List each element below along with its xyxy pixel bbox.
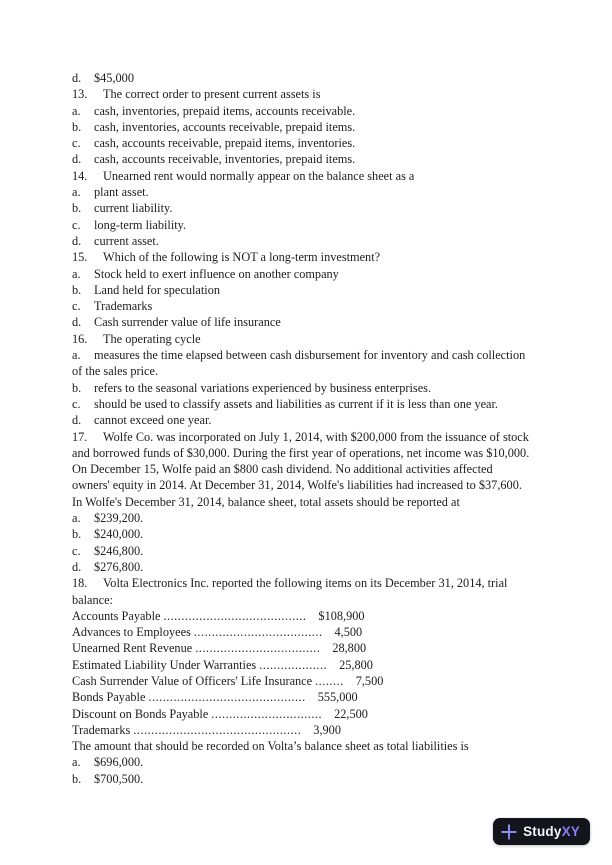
paragraph-line (72, 477, 552, 493)
dot-leader: ........................................ (163, 608, 307, 623)
option-text: cash, accounts receivable, inventories, prepaid items. (94, 152, 356, 167)
question-text: Wolfe Co. was incorporated on July 1, 2014, with $200,000 from the issuance of stock (103, 429, 529, 444)
question-line (72, 249, 552, 265)
question-line (72, 331, 552, 347)
question-number: 18. (72, 576, 88, 591)
option-letter: a. (72, 348, 81, 363)
trial-balance-line (72, 722, 552, 738)
option-letter: b. (72, 119, 82, 134)
plus-icon (501, 824, 517, 840)
option-text: plant asset. (94, 185, 149, 200)
trial-balance-amount: 25,800 (339, 657, 373, 672)
answer-option-line (72, 298, 552, 314)
trial-balance-amount: 3,900 (313, 722, 341, 737)
dot-leader: ............................................ (148, 690, 306, 705)
trial-balance-line (72, 657, 552, 673)
option-text: $700,500. (94, 771, 144, 786)
answer-option-line (72, 314, 552, 330)
option-text: $45,000 (94, 71, 134, 85)
option-text: measures the time elapsed between cash disbursement for inventory and cash collection (94, 348, 526, 363)
trial-balance-amount: 28,800 (332, 641, 367, 656)
option-text: $240,000. (94, 527, 144, 542)
dot-leader: ................................... (195, 641, 321, 656)
paragraph-line (72, 445, 552, 461)
answer-option-line (72, 119, 552, 135)
question-number: 15. (72, 250, 88, 265)
trial-balance-line (72, 624, 552, 640)
trial-balance-account: Advances to Employees (72, 625, 191, 640)
option-text: current liability. (94, 201, 173, 216)
question-number: 14. (72, 168, 88, 183)
paragraph-line (72, 494, 552, 510)
question-text: Unearned rent would normally appear on the balance sheet as a (103, 168, 415, 183)
answer-option-line (72, 510, 552, 526)
trial-balance-line (72, 673, 552, 689)
answer-option-line (72, 103, 552, 119)
option-letter: a. (72, 266, 81, 281)
document-text (72, 70, 552, 787)
answer-option-line (72, 266, 552, 282)
paragraph-text: of the sales price. (72, 364, 159, 379)
trial-balance-line (72, 640, 552, 656)
brand-wordmark (523, 824, 580, 839)
option-letter: a. (72, 755, 81, 770)
brand-study-label: Study (523, 824, 562, 839)
option-text: $276,800. (94, 559, 144, 574)
option-letter: a. (72, 103, 81, 118)
answer-option-line (72, 135, 552, 151)
answer-option-line (72, 151, 552, 167)
option-letter: d. (72, 559, 82, 574)
answer-option-line (72, 217, 552, 233)
question-line (72, 429, 552, 445)
trial-balance-amount: 4,500 (334, 625, 363, 640)
option-text: $246,800. (94, 543, 144, 558)
dot-leader: ........ (315, 673, 344, 688)
studyxy-badge[interactable] (493, 818, 590, 845)
question-number: 13. (72, 87, 88, 102)
trial-balance-amount: $108,900 (318, 608, 365, 623)
question-line (72, 575, 552, 591)
answer-option-line (72, 543, 552, 559)
option-text: $696,000. (94, 755, 144, 770)
option-letter: d. (72, 233, 82, 248)
answer-option-line (72, 380, 552, 396)
option-letter: c. (72, 299, 81, 314)
paragraph-text: On December 15, Wolfe paid an $800 cash dividend. No additional activities affected (72, 462, 493, 477)
option-letter: d. (72, 413, 82, 428)
paragraph-line (72, 363, 552, 379)
question-line (72, 86, 552, 102)
answer-option-line (72, 184, 552, 200)
dot-leader: ................... (259, 657, 328, 672)
trial-balance-amount: 22,500 (334, 706, 368, 721)
dot-leader: ............................................... (133, 722, 302, 737)
option-text: Land held for speculation (94, 282, 221, 297)
option-text: cash, inventories, prepaid items, accounts receivable. (94, 103, 356, 118)
question-line (72, 168, 552, 184)
option-text: long-term liability. (94, 217, 187, 232)
option-text: should be used to classify assets and liabilities as current if it is less than one year. (94, 396, 499, 411)
option-letter: c. (72, 136, 81, 151)
trial-balance-account: Estimated Liability Under Warranties (72, 657, 257, 672)
option-letter: a. (72, 185, 81, 200)
trial-balance-line (72, 706, 552, 722)
answer-option-line (72, 347, 552, 363)
paragraph-text: In Wolfe's December 31, 2014, balance sheet, total assets should be reported at (72, 494, 460, 509)
answer-option-line (72, 282, 552, 298)
answer-option-line (72, 396, 552, 412)
trial-balance-account: Cash Surrender Value of Officers' Life Insurance (72, 673, 313, 688)
trial-balance-amount: 555,000 (317, 690, 358, 705)
option-text: cannot exceed one year. (94, 413, 212, 428)
paragraph-text: balance: (72, 592, 113, 607)
paragraph-line (72, 461, 552, 477)
option-letter: b. (72, 201, 82, 216)
trial-balance-line (72, 608, 552, 624)
option-letter: c. (72, 217, 81, 232)
answer-option-line (72, 70, 552, 86)
option-letter: c. (72, 396, 81, 411)
answer-option-line (72, 771, 552, 787)
answer-option-line (72, 526, 552, 542)
answer-option-line (72, 754, 552, 770)
answer-option-line (72, 233, 552, 249)
question-text: Which of the following is NOT a long-term investment? (103, 250, 381, 265)
trial-balance-account: Bonds Payable (72, 690, 146, 705)
option-letter: a. (72, 511, 81, 526)
option-text: refers to the seasonal variations experienced by business enterprises. (94, 380, 432, 395)
answer-option-line (72, 412, 552, 428)
option-text: Cash surrender value of life insurance (94, 315, 281, 330)
option-letter: d. (72, 315, 82, 330)
question-number: 16. (72, 331, 88, 346)
option-text: Trademarks (94, 299, 153, 314)
option-letter: b. (72, 380, 82, 395)
option-letter: b. (72, 282, 82, 297)
trial-balance-account: Unearned Rent Revenue (72, 641, 193, 656)
option-letter: d. (72, 71, 82, 85)
option-letter: b. (72, 771, 82, 786)
question-text: The operating cycle (103, 331, 201, 346)
option-letter: b. (72, 527, 82, 542)
option-text: cash, accounts receivable, prepaid items, inventories. (94, 136, 356, 151)
answer-option-line (72, 200, 552, 216)
trial-balance-account: Discount on Bonds Payable (72, 706, 209, 721)
option-text: current asset. (94, 233, 159, 248)
paragraph-line (72, 738, 552, 754)
dot-leader: .................................... (193, 625, 323, 640)
option-text: cash, inventories, accounts receivable, prepaid items. (94, 119, 356, 134)
dot-leader: ............................... (211, 706, 323, 721)
question-text: The correct order to present current assets is (103, 87, 321, 102)
paragraph-line (72, 592, 552, 608)
trial-balance-account: Trademarks (72, 722, 131, 737)
question-text: Volta Electronics Inc. reported the following items on its December 31, 2014, trial (103, 576, 508, 591)
option-letter: d. (72, 152, 82, 167)
answer-option-line (72, 559, 552, 575)
paragraph-text: and borrowed funds of $30,000. During the first year of operations, net income was $10,000. (72, 445, 530, 460)
question-number: 17. (72, 429, 88, 444)
option-letter: c. (72, 543, 81, 558)
paragraph-text: The amount that should be recorded on Volta’s balance sheet as total liabilities is (72, 739, 469, 754)
paragraph-text: owners' equity in 2014. At December 31, 2014, Wolfe's liabilities had increased to $37,600. (72, 478, 522, 493)
option-text: Stock held to exert influence on another company (94, 266, 339, 281)
trial-balance-amount: 7,500 (355, 673, 384, 688)
trial-balance-line (72, 689, 552, 705)
trial-balance-account: Accounts Payable (72, 608, 161, 623)
brand-xy-label: XY (561, 824, 580, 839)
option-text: $239,200. (94, 511, 144, 526)
